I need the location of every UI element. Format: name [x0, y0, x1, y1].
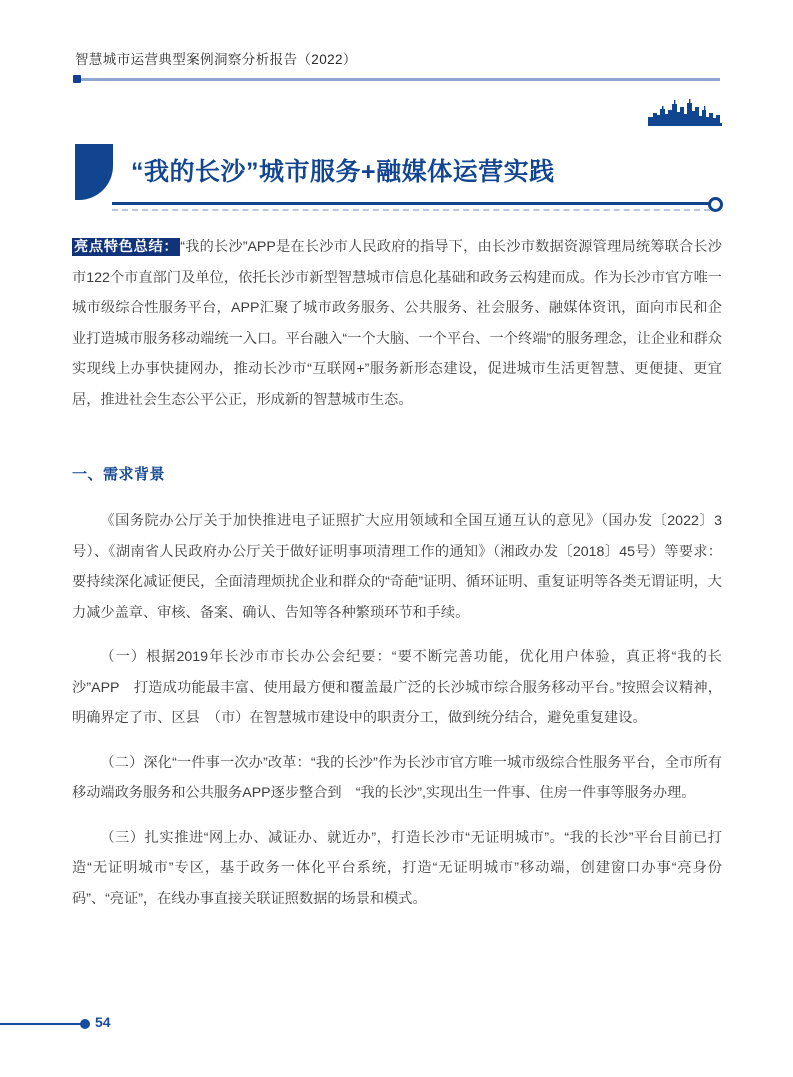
city-skyline-logo-icon [648, 98, 722, 126]
section-heading: 一、需求背景 [72, 466, 166, 483]
page-footer [0, 1014, 793, 1044]
footer-dot-icon [80, 1019, 90, 1029]
summary-paragraph [72, 232, 722, 415]
page-number: 54 [95, 1014, 111, 1030]
summary-body: “我的长沙”APP是在长沙市人民政府的指导下，由长沙市数据资源管理局统筹联合长沙市122个市直部门及单位，依托长沙市新型智慧城市信息化基础和政务云构建而成。作为长沙市官方唯一城市级综合性服务平台，APP汇聚了城市政务服务、公共服务、社会服务、融媒体资讯，面向市民和企业打造城市服务移动端统一入口。平台融入“一个大脑、一个平台、一个终端”的服务理念，让企业和群众实现线上办事快捷网办，推动长沙市“互联网+”服务新形态建设，促进城市生活更智慧、更便捷、更宜居，推进社会生态公平公正，形成新的智慧城市生态。 [72, 239, 722, 408]
title-badge-shape [75, 144, 113, 200]
title-underline-dashed [112, 209, 710, 211]
title-underline-end-circle-icon [708, 197, 723, 212]
body-paragraph: （三）扎实推进“网上办、减证办、就近办”，打造长沙市“无证明城市”。“我的长沙”平台目前已打造“无证明城市”专区，基于政务一体化平台系统，打造“无证明城市”移动端，创建窗口办事“亮身份码”、“亮证”，在线办事直接关联证照数据的场景和模式。 [72, 829, 722, 907]
summary-label: 亮点特色总结： [74, 239, 179, 255]
page-header [0, 48, 793, 90]
body-paragraph: （二）深化“一件事一次办”改革：“我的长沙”作为长沙市官方唯一城市级综合性服务平台，全市所有移动端政务服务和公共服务APP逐步整合到 “我的长沙”,实现出生一件事、住房一件事等服务办理。 [72, 754, 722, 801]
header-rule-dot-icon [73, 75, 81, 83]
article-title-block [0, 140, 793, 215]
title-underline [112, 202, 712, 205]
footer-rule [0, 1023, 84, 1025]
body-paragraph: （一）根据2019年长沙市市长办公会纪要：“要不断完善功能，优化用户体验，真正将“我的长沙”APP 打造成功能最丰富、使用最方便和覆盖最广泛的长沙城市综合服务移动平台。”按照会议精神，明确界定了市、区县 （市）在智慧城市建设中的职责分工，做到统分结合，避免重复建设。 [72, 649, 722, 726]
page-title: “我的长沙”城市服务+融媒体运营实践 [131, 158, 555, 186]
header-rule [75, 78, 720, 81]
article-content [72, 232, 722, 914]
body-paragraph: 《国务院办公厅关于加快推进电子证照扩大应用领域和全国互通互认的意见》（国办发〔2022〕3号）、《湖南省人民政府办公厅关于做好证明事项清理工作的通知》（湘政办发〔2018〕45号）等要求：要持续深化减证便民，全面清理烦扰企业和群众的“奇葩”证明、循环证明、重复证明等各类无谓证明，大力减少盖章、审核、备案、确认、告知等各种繁琐环节和手续。 [72, 513, 722, 621]
running-title: 智慧城市运营典型案例洞察分析报告（2022） [75, 52, 357, 67]
